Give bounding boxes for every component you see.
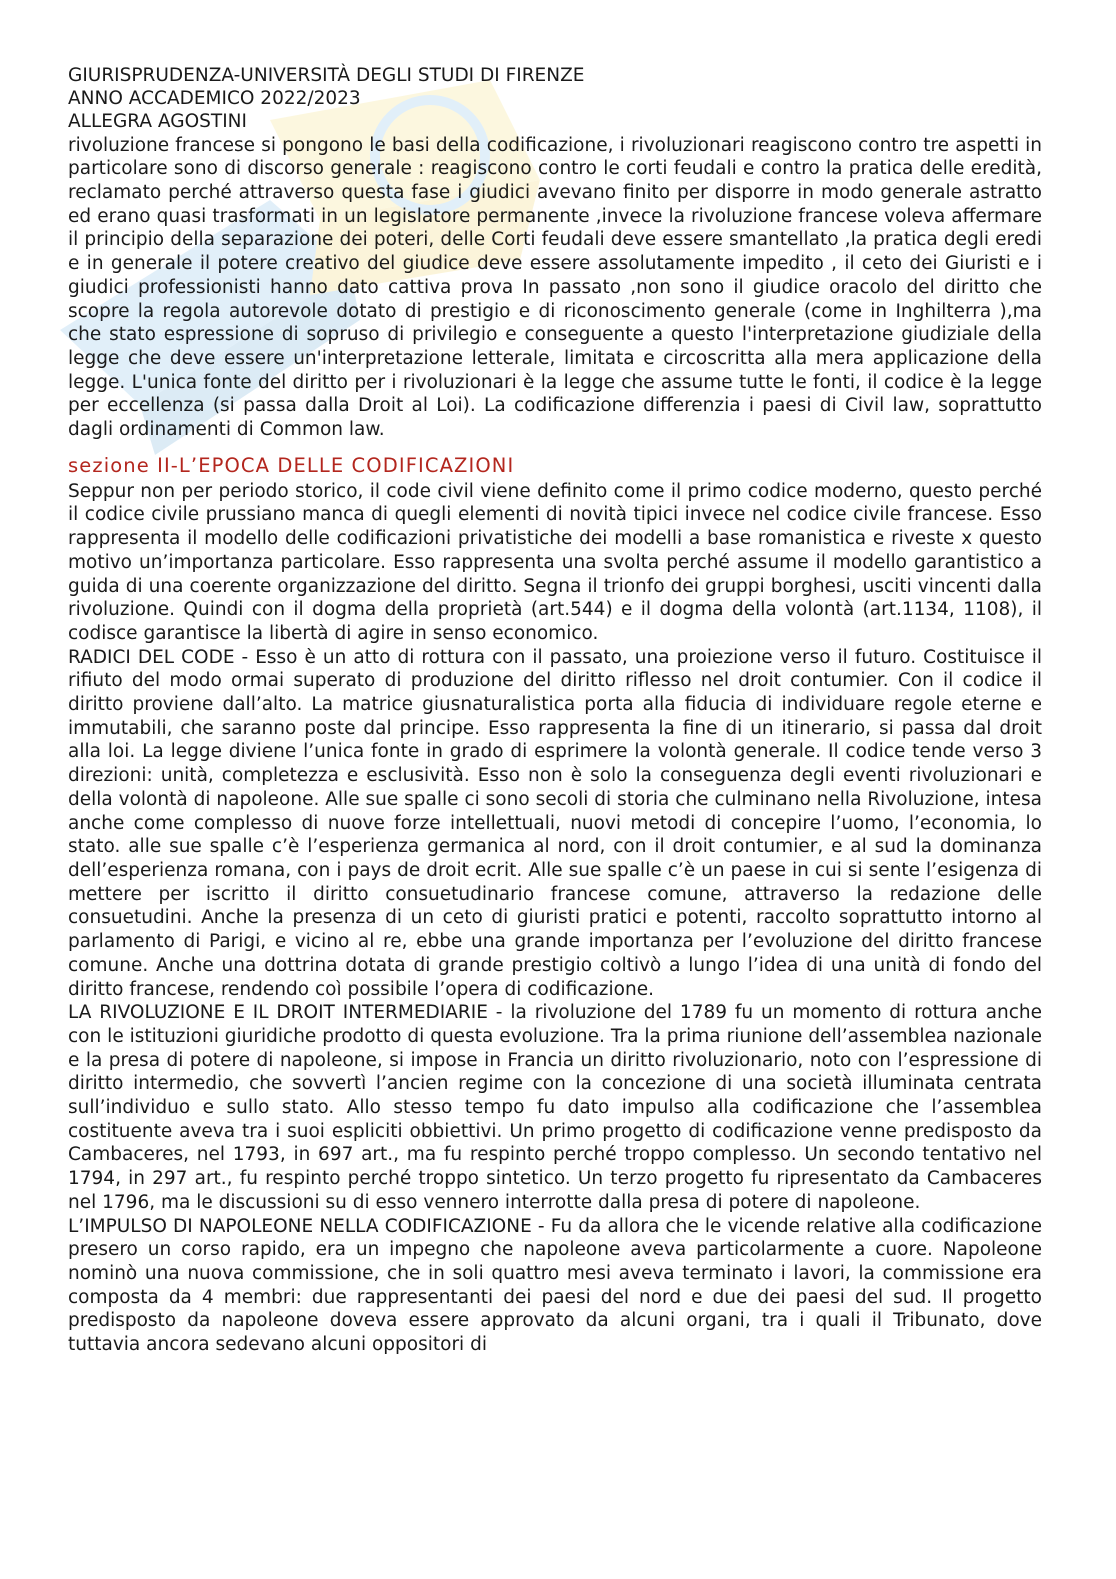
paragraph-radici-del-code: RADICI DEL CODE - Esso è un atto di rottura con il passato, una proiezione verso il futuro. Costituisce il rifiuto del modo ormai superato di produzione del diritto riflesso nel droit contumier. Con il codice il diritto proviene dall’alto. La matrice giusnaturalistica porta alla fiducia di individuare regole eterne e immutabili, che saranno poste dal principe. Esso rappresenta la fine di un itinerario, si passa dal droit alla loi. La legge diviene l’unica fonte in grado di esprimere la volontà generale. Il codice tende verso 3 direzioni: unità, completezza e esclusività. Esso non è solo la conseguenza degli eventi rivoluzionari e della volontà di napoleone. Alle sue spalle ci sono secoli di storia che culminano nella Rivoluzione, intesa anche come complesso di nuove forze intellettuali, nuovi metodi di concepire l’uomo, l’economia, lo stato. alle sue spalle c’è l’esperienza germanica al nord, con il droit contumier, e al sud la dominanza dell’esperienza romana, con i pays de droit ecrit. Alle sue spalle c’è un paese in cui si sente l’esigenza di mettere per iscritto il diritto consuetudinario francese comune, attraverso la redazione delle consuetudini. Anche la presenza di un ceto di giuristi pratici e potenti, raccolto soprattutto intorno al parlamento di Parigi, e vicino al re, ebbe una grande importanza per l’evoluzione del diritto francese comune. Anche una dottrina dotata di grande prestigio coltivò a lungo l’idea di una unità di fondo del diritto francese, rendendo coì possibile l’opera di codificazione.	[68, 646, 1042, 1000]
document-page	[68, 64, 1042, 1357]
intro-paragraph: rivoluzione francese si pongono le basi della codificazione, i rivoluzionari reagiscono contro tre aspetti in particolare sono di discorso generale : reagiscono contro le corti feudali e contro la pratica delle eredità, reclamato perché attraverso questa fase i giudici avevano finito per disporre in modo generale astratto ed erano quasi trasformati in un legislatore permanente ,invece la rivoluzione francese voleva affermare il principio della separazione dei poteri, delle Corti feudali deve essere smantellato ,la pratica degli eredi e in generale il potere creativo del giudice deve essere assolutamente impedito , il ceto dei Giuristi e i giudici professionisti hanno dato cattiva prova In passato ,non sono il giudice oracolo del diritto che scopre la regola autorevole dotato di prestigio e di riconoscimento generale (come in Inghilterra ),ma che stato espressione di sopruso di privilegio e conseguente a questo l'interpretazione giudiziale della legge che deve essere un'interpretazione letterale, limitata e circoscritta alla mera applicazione della legge. L'unica fonte del diritto per i rivoluzionari è la legge che assume tutte le fonti, il codice è la legge per eccellenza (si passa dalla Droit al Loi). La codificazione differenzia i paesi di Civil law, soprattutto dagli ordinamenti di Common law.	[68, 134, 1042, 441]
paragraph-rivoluzione-droit-intermediarie: LA RIVOLUZIONE E IL DROIT INTERMEDIARIE - la rivoluzione del 1789 fu un momento di rottura anche con le istituzioni giuridiche prodotto di questa evoluzione. Tra la prima riunione dell’assemblea nazionale e la presa di potere di napoleone, si impose in Francia un diritto rivoluzionario, noto con l’espressione di diritto intermedio, che sovvertì l’ancien regime con la concezione di una società illuminata centrata sull’individuo e sullo stato. Allo stesso tempo fu dato impulso alla codificazione che l’assemblea costituente aveva tra i suoi espliciti obbiettivi. Un primo progetto di codificazione venne predisposto da Cambaceres, nel 1793, in 697 art., ma fu respinto perché troppo complesso. Un secondo tentativo nel 1794, in 297 art., fu respinto perché troppo sintetico. Un terzo progetto fu ripresentato da Cambaceres nel 1796, ma le discussioni su di esso vennero interrotte dalla presa di potere di napoleone.	[68, 1002, 1042, 1213]
section-heading: sezione II-L’EPOCA DELLE CODIFICAZIONI	[68, 453, 515, 477]
paragraph-code-civil: Seppur non per periodo storico, il code civil viene definito come il primo codice moderno, questo perché il codice civile prussiano manca di quegli elementi di novità tipici invece nel codice civile francese. Esso rappresenta il modello delle codificazioni privatistiche dei modelli a base romanistica e riveste x questo motivo un’importanza particolare. Esso rappresenta una svolta perché assume il modello garantistico a guida di una coerente organizzazione del diritto. Segna il trionfo dei gruppi borghesi, usciti vincenti dalla rivoluzione. Quindi con il dogma della proprietà (art.544) e il dogma della volontà (art.1134, 1108), il codisce garantisce la libertà di agire in senso economico.	[68, 480, 1042, 644]
header-academic-year: ANNO ACCADEMICO 2022/2023	[68, 88, 361, 110]
paragraph-impulso-napoleone: L’IMPULSO DI NAPOLEONE NELLA CODIFICAZIONE - Fu da allora che le vicende relative alla codificazione presero un corso rapido, era un impegno che napoleone aveva particolarmente a cuore. Napoleone nominò una nuova commissione, che in soli quattro mesi aveva terminato i lavori, la commissione era composta da 4 membri: due rappresentanti dei paesi del nord e due dei paesi del sud. Il progetto predisposto da napoleone doveva essere approvato da alcuni organi, tra i quali il Tribunato, dove tuttavia ancora sedevano alcuni oppositori di	[68, 1215, 1042, 1356]
header-university: GIURISPRUDENZA-UNIVERSITÀ DEGLI STUDI DI FIRENZE	[68, 65, 585, 86]
header-author: ALLEGRA AGOSTINI	[68, 111, 247, 133]
